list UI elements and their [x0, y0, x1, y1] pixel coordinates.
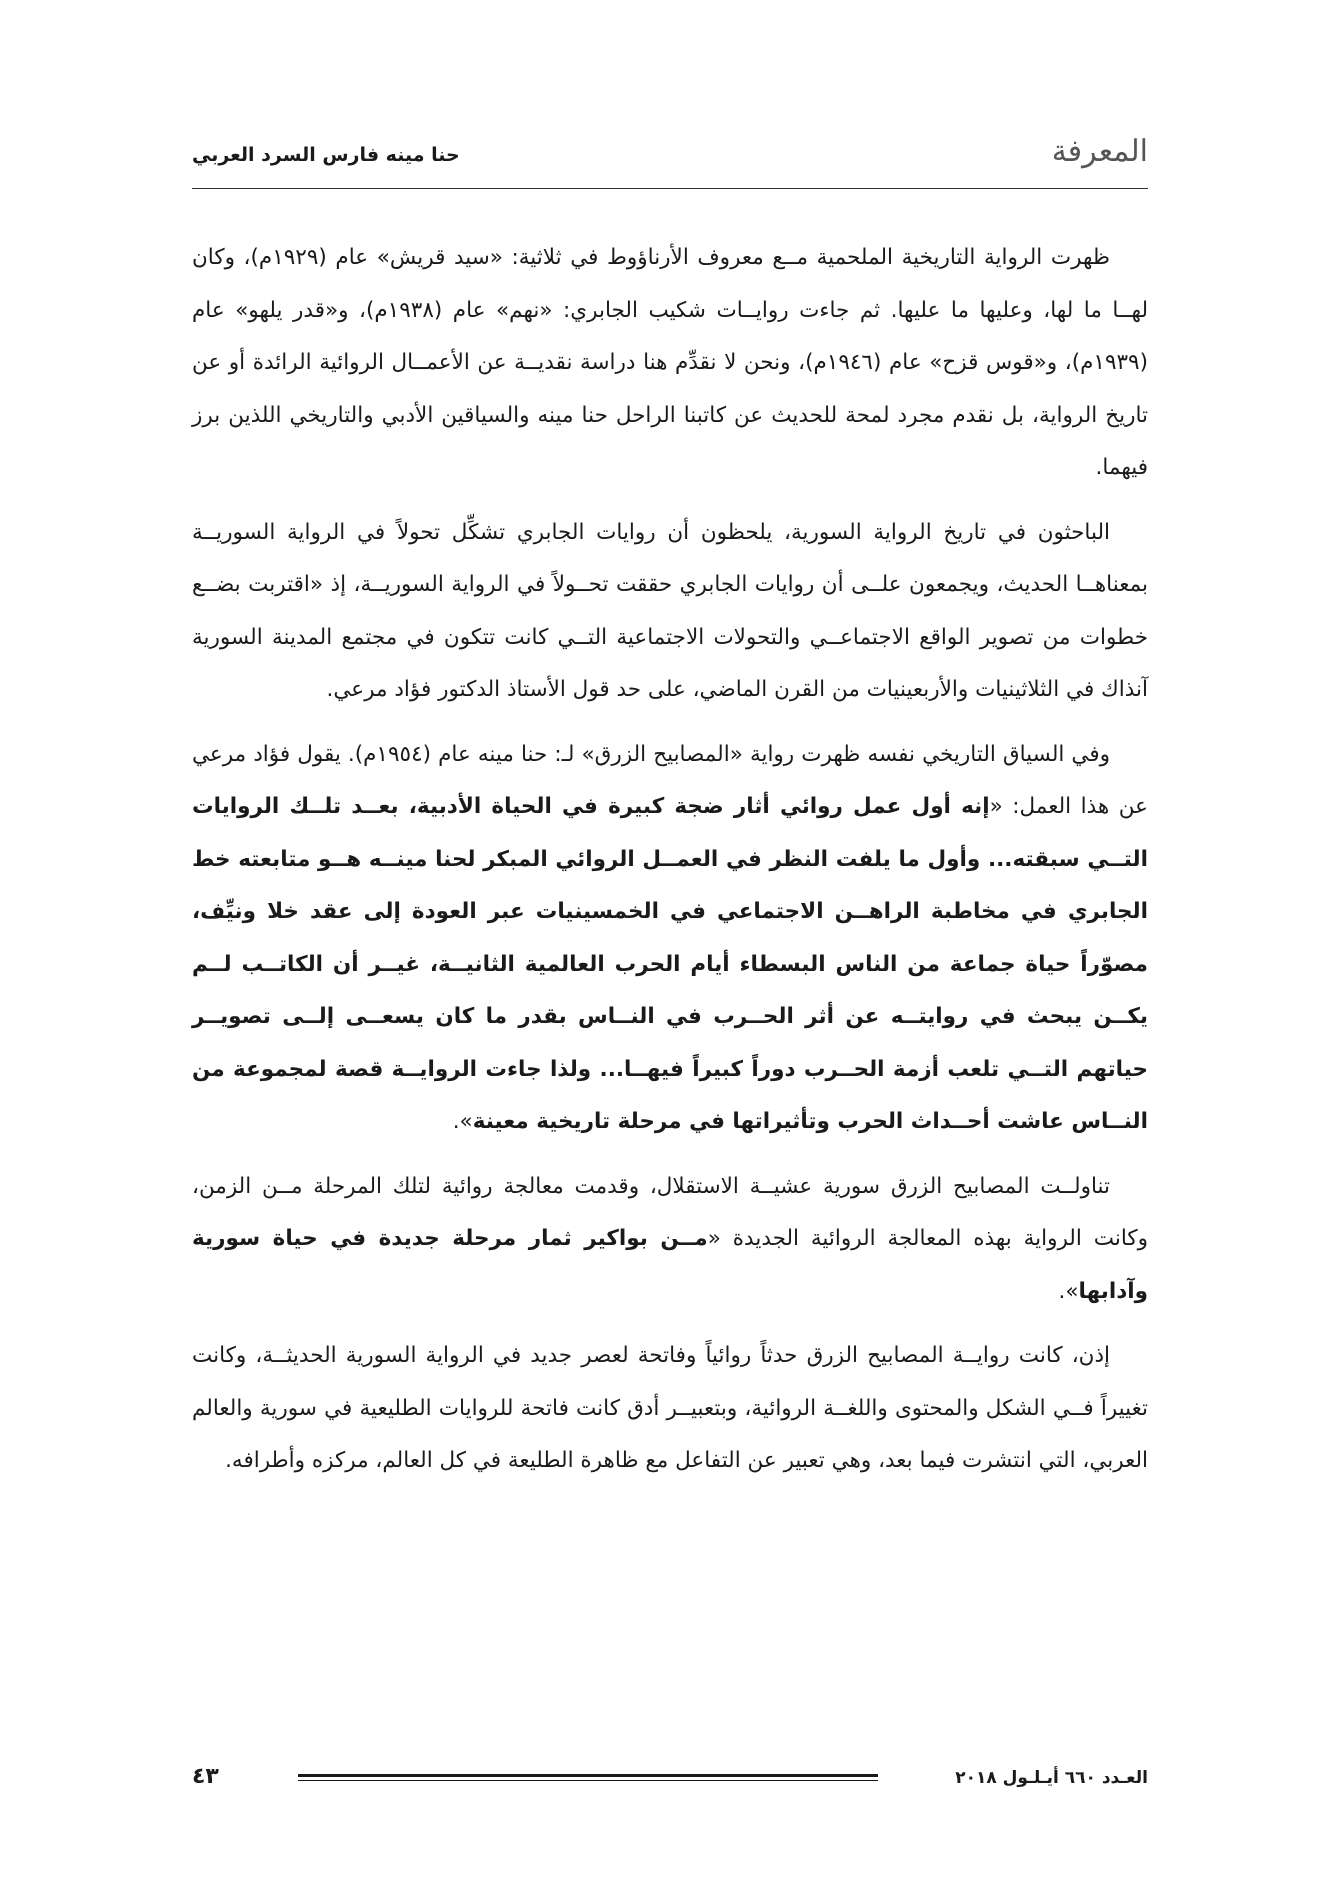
paragraph-3-quote: إنه أول عمل روائي أثار ضجة كبيرة في الحياة الأدبية، بعــد تلــك الروايات التــي سبقته... وأول ما يلفت النظر في العمــل الروائي المبكر لحنا مينــه هــو متابعته خط الجابري في مخاطبة الراهــن الاجتماعي في الخمسينيات عبر العودة إلى عقد خلا ونيِّف، مصوّراً حياة جماعة من الناس البسطاء أيام الحرب العالمية الثانيــة، غيــر أن الكاتــب لــم يكــن يبحث في روايتــه عن أثر الحــرب في النــاس بقدر ما كان يسعــى إلــى تصويــر حياتهم التــي تلعب أزمة الحــرب دوراً كبيراً فيهــا... ولذا جاءت الروايــة قصة لمجموعة من النــاس عاشت أحــداث الحرب وتأثيراتها في مرحلة تاريخية معينة [192, 794, 1148, 1134]
magazine-logo: المعرفة [1051, 134, 1148, 169]
page-header [192, 130, 1148, 180]
paragraph-3 [192, 729, 1148, 1149]
paragraph-4-intro: تناولــت المصابيح الزرق سورية عشيــة الاستقلال، وقدمت معالجة روائية لتلك المرحلة مــن الزمن، وكانت الرواية بهذه المعالجة الروائية الجديدة « [192, 1173, 1148, 1251]
paragraph-5: إذن، كانت روايــة المصابيح الزرق حدثاً روائياً وفاتحة لعصر جديد في الرواية السورية الحديثــة، وكانت تغييراً فــي الشكل والمحتوى واللغــة الروائية، وبتعبيــر أدق كانت فاتحة للروايات الطليعية في سورية والعالم العربي، التي انتشرت فيما بعد، وهي تعبير عن التفاعل مع ظاهرة الطليعة في كل العالم، مركزه وأطرافه. [192, 1343, 1148, 1473]
paragraph-4-close: ». [1058, 1278, 1079, 1304]
paragraph-3-close: ». [452, 1109, 473, 1134]
paragraph-4-quote: مــن بواكير ثمار مرحلة جديدة في حياة سورية وآدابها [192, 1226, 1148, 1304]
paragraph-3-intro: وفي السياق التاريخي نفسه ظهرت رواية «المصابيح الزرق» لـ: حنا مينه عام (١٩٥٤م). يقول فؤاد مرعي عن هذا العمل: « [192, 741, 1148, 819]
page-number: ٤٣ [192, 1764, 219, 1789]
page-footer [192, 1764, 1148, 1808]
running-title: حنا مينه فارس السرد العربي [192, 144, 460, 166]
paragraph-4 [192, 1161, 1148, 1319]
article-body [192, 232, 1148, 1500]
paragraph-2: الباحثون في تاريخ الرواية السورية، يلحظون أن روايات الجابري تشكِّل تحولاً في الرواية السوريــة بمعناهــا الحديث، ويجمعون علــى أن روايات الجابري حققت تحــولاً في الرواية السوريــة، إذ «اقتربت بضــع خطوات من تصوير الواقع الاجتماعــي والتحولات الاجتماعية التــي كانت تتكون في مجتمع المدينة السورية آنذاك في الثلاثينيات والأربعينيات من القرن الماضي، على حد قول الأستاذ الدكتور فؤاد مرعي. [192, 519, 1148, 702]
paragraph-1: ظهرت الرواية التاريخية الملحمية مــع معروف الأرناؤوط في ثلاثية: «سيد قريش» عام (١٩٢٩م)، وكان لهــا ما لها، وعليها ما عليها. ثم جاءت روايــات شكيب الجابري: «نهم» عام (١٩٣٨م)، و«قدر يلهو» عام (١٩٣٩م)، و«قوس قزح» عام (١٩٤٦م)، ونحن لا نقدِّم هنا دراسة نقديــة عن الأعمــال الروائية الرائدة أو عن تاريخ الرواية، بل نقدم مجرد لمحة للحديث عن كاتبنا الراحل حنا مينه والسياقين الأدبي والتاريخي اللذين برز فيهما. [192, 245, 1148, 480]
header-divider [192, 188, 1148, 189]
issue-label: العـدد ٦٦٠ أيـلـول ٢٠١٨ [955, 1768, 1148, 1788]
footer-divider [298, 1774, 878, 1781]
